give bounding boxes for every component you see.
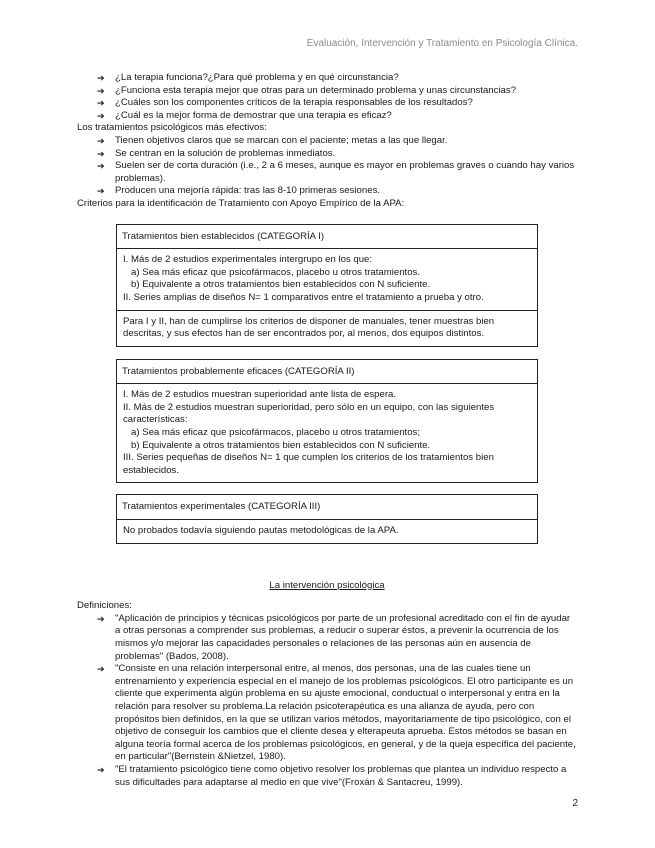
running-header: Evaluación, Intervención y Tratamiento en Psicología Clínica. <box>306 38 578 49</box>
arrow-bullet-icon: ➔ <box>97 186 105 197</box>
criteria-line: III. Series pequeñas de diseños N= 1 que cumplen los criterios de los tratamientos bien establecidos. <box>123 452 494 476</box>
page-number: 2 <box>572 798 578 809</box>
criteria-line: I. Más de 2 estudios experimentales intergrupo en los que: <box>123 254 373 266</box>
arrow-bullet-icon: ➔ <box>97 148 105 159</box>
category-1-criteria <box>117 249 537 310</box>
category-2-criteria <box>117 384 537 482</box>
list-item: ➔ Producen una mejoría rápida: tras las 8-10 primeras sesiones. <box>97 185 381 197</box>
list-item: ➔ Tienen objetivos claros que se marcan con el paciente; metas a las que llegar. <box>97 134 448 146</box>
page-content <box>77 72 577 789</box>
category-2-title: Tratamientos probablemente eficaces (CATEGORÍA II) <box>117 360 537 385</box>
arrow-bullet-icon: ➔ <box>97 161 105 172</box>
arrow-bullet-icon: ➔ <box>97 98 105 109</box>
list-item: ➔ ¿La terapia funciona?¿Para qué problema y en qué circunstancia? <box>97 72 399 83</box>
effective-title: Los tratamientos psicológicos más efectivos: <box>77 122 267 134</box>
section-title: La intervención psicológica <box>269 579 385 591</box>
arrow-bullet-icon: ➔ <box>97 764 105 775</box>
criteria-line: II. Series amplias de diseños N= 1 comparativos entre el tratamiento a prueba y otro. <box>123 291 484 303</box>
criteria-title: Criterios para la identificación de Tratamiento con Apoyo Empírico de la APA: <box>77 197 405 209</box>
definition-item: ➔ "Consiste en una relación interpersonal entre, al menos, dos personas, una de las cuales tiene un entrenamiento y experiencia especial en el manejo de los problemas psicológicos. El otro participante es un cliente que experimenta algún problema en su ajuste emocional, conductual o interpersonal y entra en la relación para resolver su problema.La relación psicoterapéutica es una alianza de ayuda, pero con propósitos bien definidos, en la que se utilizan varios métodos, mayoritariamente de tipo psicológico, con el objetivo de conseguir los cambios que el cliente desea y elterapeuta aprueba. Estos métodos se basan en alguna teoría formal acerca de los problemas psicológicos, en general, y de la queja específica del paciente, en particular"(Bernstein &Nietzel, 1980). <box>97 663 576 763</box>
criteria-line: II. Más de 2 estudios muestran superioridad, pero sólo en un equipo, con las siguientes características: <box>123 401 495 426</box>
definition-item: ➔ "El tratamiento psicológico tiene como objetivo resolver los problemas que plantea un individuo respecto a sus dificultades para adaptarse al medio en que vive"(Froxán & Santacreu, 1999). <box>97 763 567 788</box>
category-2-box <box>116 359 538 484</box>
definitions-label: Definiciones: <box>77 600 132 612</box>
arrow-bullet-icon: ➔ <box>97 85 105 96</box>
list-item: ➔ ¿Cuáles son los componentes críticos de la terapia responsables de los resultados? <box>97 97 473 109</box>
arrow-bullet-icon: ➔ <box>97 110 105 121</box>
category-3-box <box>116 494 538 543</box>
criteria-line: I. Más de 2 estudios muestran superioridad ante lista de espera. <box>123 389 397 401</box>
category-1-note: Para I y II, han de cumplirse los criterios de disponer de manuales, tener muestras bien descritas, y sus efectos han de ser encontrados por, al menos, dos equipos distintos. <box>123 315 495 340</box>
arrow-bullet-icon: ➔ <box>97 664 105 675</box>
criteria-line: b) Equivalente a otros tratamientos bien establecidos con N suficiente. <box>131 279 431 291</box>
definition-item: ➔ "Aplicación de principios y técnicas psicológicos por parte de un profesional acreditado con el fin de ayudar a otras personas a comprender sus problemas, a reducir o superar éstos, a prevenir la ocurrencia de los mismos y/o mejorar las capacidades personales o relaciones de las personas aún en ausencia de problemas" (Bados, 2008). <box>97 612 571 662</box>
effective-list <box>77 135 577 198</box>
criteria-line: a) Sea más eficaz que psicofármacos, placebo u otros tratamientos; <box>131 427 421 439</box>
category-1-box <box>116 224 538 347</box>
list-item: ➔ Suelen ser de corta duración (i.e., 2 a 6 meses, aunque es mayor en problemas graves o cuando hay varios problemas). <box>97 160 575 184</box>
list-item: ➔ Se centran en la solución de problemas inmediatos. <box>97 147 336 159</box>
criteria-line: b) Equivalente a otros tratamientos bien establecidos con N suficiente. <box>131 439 431 451</box>
category-3-note: No probados todavía siguiendo pautas metodológicas de la APA. <box>123 525 399 537</box>
list-item: ➔ ¿Funciona esta terapia mejor que otras para un determinado problema y unas circunstancias? <box>97 84 517 96</box>
arrow-bullet-icon: ➔ <box>97 73 105 83</box>
definitions-list <box>77 613 577 789</box>
arrow-bullet-icon: ➔ <box>97 135 105 146</box>
arrow-bullet-icon: ➔ <box>97 613 105 624</box>
category-1-title: Tratamientos bien establecidos (CATEGORÍA I) <box>117 225 537 250</box>
list-item: ➔ ¿Cuál es la mejor forma de demostrar que una terapia es eficaz? <box>97 109 392 121</box>
criteria-line: a) Sea más eficaz que psicofármacos, placebo u otros tratamientos. <box>131 266 421 278</box>
questions-list <box>77 72 577 122</box>
category-3-title: Tratamientos experimentales (CATEGORÍA III) <box>117 495 537 520</box>
